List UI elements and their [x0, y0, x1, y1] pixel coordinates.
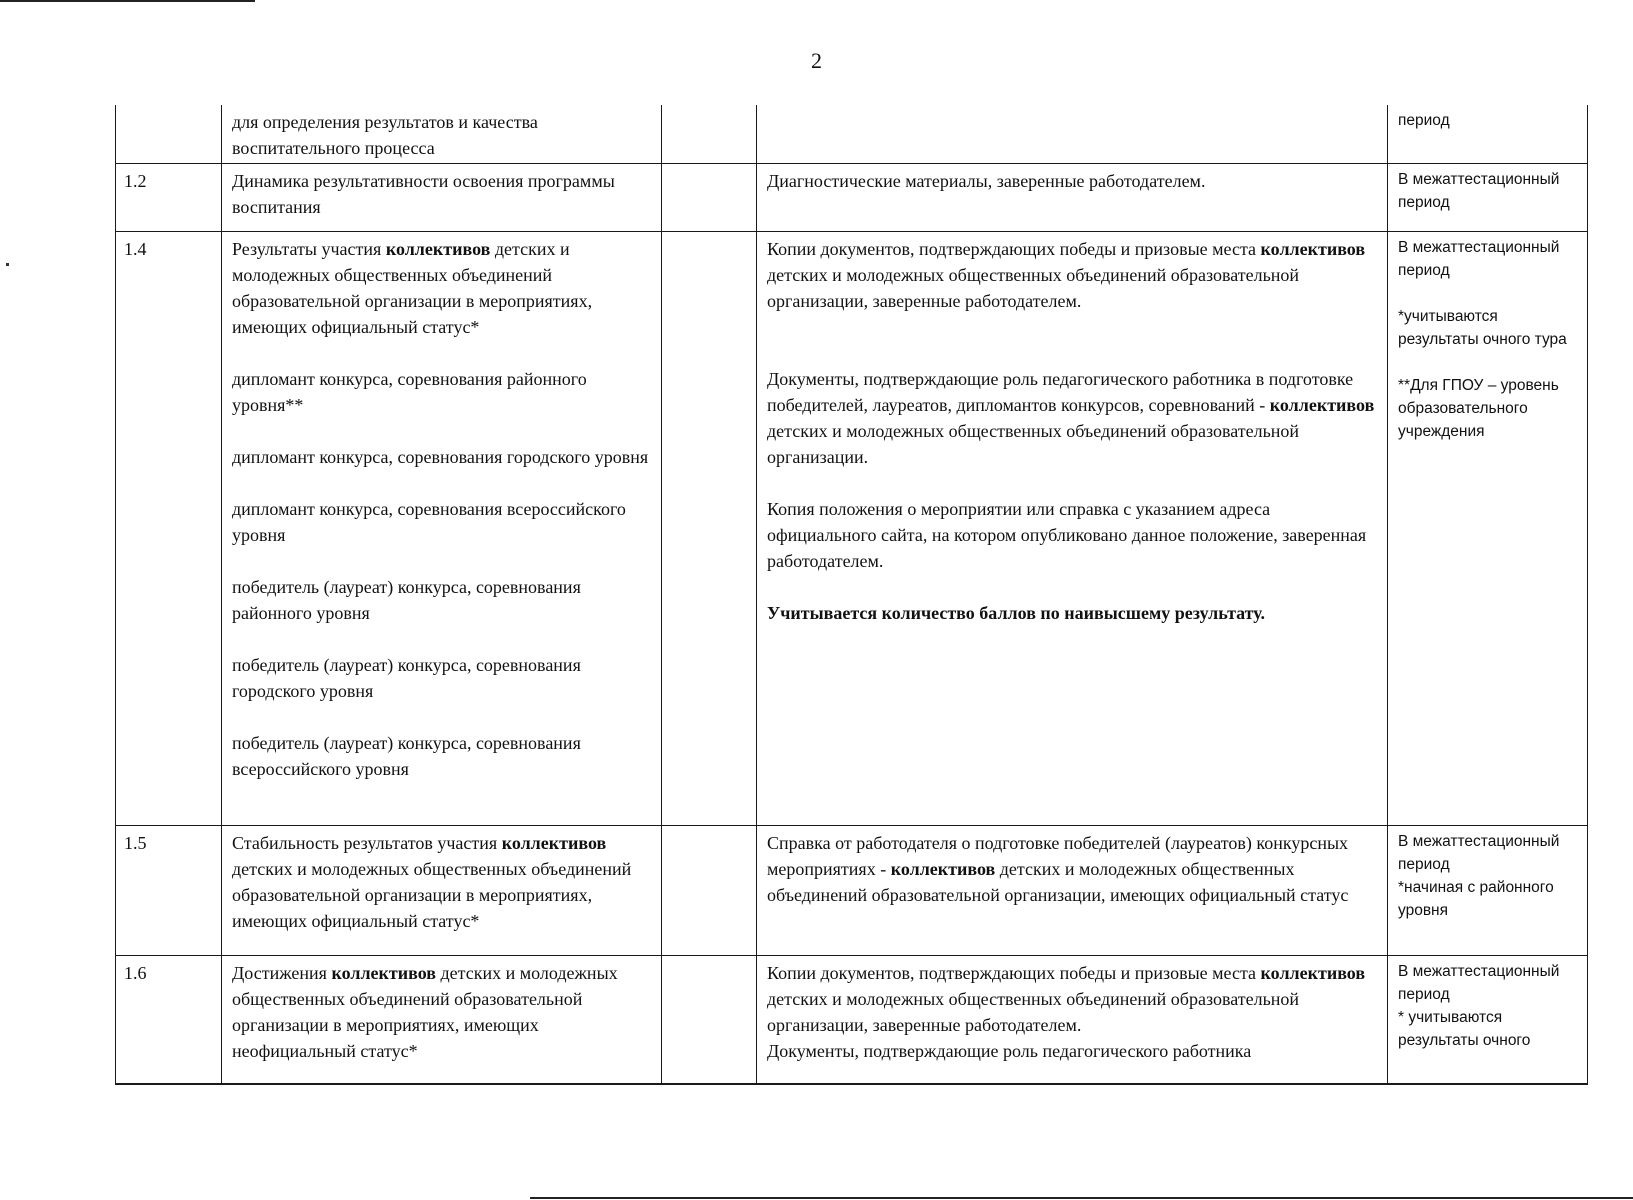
scan-edge-mark: [0, 0, 255, 2]
criterion-paragraph: [232, 168, 651, 220]
text-run: Справка от работодателя о подготовке победителей (лауреатов) конкурсных мероприятиях -: [767, 833, 1349, 879]
criterion-level-item: [232, 444, 651, 470]
text-run: детских и молодежных общественных объединений образовательной организации, заверенные работодателем.: [767, 265, 1300, 311]
table-row: [116, 826, 1588, 956]
text-run: дипломант конкурса, соревнования районного уровня**: [232, 369, 587, 415]
text-run: победитель (лауреат) конкурса, соревнования всероссийского уровня: [232, 733, 581, 779]
period-cell: [1388, 956, 1588, 1084]
table-row: [116, 232, 1588, 826]
text-run: В межаттестационный период: [1398, 963, 1560, 1003]
criterion-level-item: [232, 366, 651, 418]
text-run: В межаттестационный период: [1398, 833, 1560, 873]
text-run: *учитываются результаты очного тура: [1398, 308, 1567, 348]
row-number: 1.2: [116, 164, 222, 232]
documents-cell: [757, 826, 1388, 956]
criterion-name: [222, 164, 662, 232]
table-row: [116, 956, 1588, 1084]
period-cell: [1388, 105, 1588, 164]
row-number: 1.4: [116, 232, 222, 826]
scan-speck: [6, 263, 9, 266]
text-run: Динамика результативности освоения программы воспитания: [232, 171, 615, 217]
text-run: дипломант конкурса, соревнования всероссийского уровня: [232, 499, 626, 545]
criterion-name: [222, 105, 662, 164]
criterion-paragraph: [232, 236, 651, 340]
text-run: для определения результатов и качества воспитательного процесса: [232, 112, 538, 158]
text-run: Результаты участия: [232, 239, 386, 259]
documents-paragraph: [767, 236, 1377, 314]
text-run: Копии документов, подтверждающих победы и призовые места: [767, 239, 1261, 259]
documents-paragraph: [767, 1038, 1377, 1064]
criterion-paragraph: [232, 109, 651, 161]
documents-cell: [757, 232, 1388, 826]
text-run: Документы, подтверждающие роль педагогического работника в подготовке победителей, лауреатов, дипломантов конкурсов, соревнований -: [767, 369, 1354, 415]
criteria-table: [115, 105, 1588, 1085]
text-run: **Для ГПОУ – уровень образовательного учреждения: [1398, 377, 1559, 440]
documents-paragraph: [767, 830, 1377, 908]
text-run: детских и молодежных общественных объединений образовательной организации в мероприятиях, имеющих неофициальный статус*: [232, 963, 618, 1061]
criterion-level-item: [232, 730, 651, 782]
criterion-paragraph: [232, 830, 651, 934]
text-run: победитель (лауреат) конкурса, соревнования городского уровня: [232, 655, 581, 701]
documents-note: [767, 600, 1377, 626]
period-cell: [1388, 232, 1588, 826]
documents-cell: [757, 105, 1388, 164]
period-paragraph: [1398, 168, 1577, 214]
period-note: [1398, 374, 1577, 443]
table-row: [116, 164, 1588, 232]
page-number: 2: [811, 48, 822, 73]
blank-cell: [662, 164, 757, 232]
row-number: [116, 105, 222, 164]
text-run: победитель (лауреат) конкурса, соревнования районного уровня: [232, 577, 581, 623]
blank-cell: [662, 956, 757, 1084]
text-run: детских и молодежных общественных объединений образовательной организации, имеющих официальный статус: [767, 859, 1349, 905]
bold-text: коллективов: [1260, 963, 1366, 983]
text-run: В межаттестационный период: [1398, 171, 1560, 211]
bold-text: коллективов: [331, 963, 436, 983]
criterion-name: [222, 956, 662, 1084]
criterion-level-item: [232, 574, 651, 626]
table-row: [116, 105, 1588, 164]
period-paragraph: [1398, 236, 1577, 282]
criterion-name: [222, 232, 662, 826]
text-run: Диагностические материалы, заверенные работодателем.: [767, 171, 1206, 191]
period-cell: [1388, 826, 1588, 956]
text-run: детских и молодежных общественных объединений образовательной организации в мероприятиях, имеющих официальный статус*: [232, 859, 632, 931]
text-run: детских и молодежных общественных объединений образовательной организации в мероприятиях, имеющих официальный статус*: [232, 239, 593, 337]
blank-cell: [662, 232, 757, 826]
period-note: [1398, 876, 1577, 922]
period-note: [1398, 305, 1577, 351]
period-paragraph: [1398, 830, 1577, 876]
blank-cell: [662, 105, 757, 164]
text-run: период: [1398, 112, 1450, 129]
bold-text: коллективов: [501, 833, 607, 853]
text-run: Копии документов, подтверждающих победы и призовые места: [767, 963, 1261, 983]
documents-paragraph: [767, 168, 1377, 194]
text-run: В межаттестационный период: [1398, 239, 1560, 279]
text-run: Копия положения о мероприятии или справка с указанием адреса официального сайта, на котором опубликовано данное положение, заверенная работодателем.: [767, 499, 1367, 571]
text-run: Стабильность результатов участия: [232, 833, 502, 853]
criterion-paragraph: [232, 960, 651, 1064]
criterion-name: [222, 826, 662, 956]
text-run: детских и молодежных общественных объединений образовательной организации, заверенные работодателем.: [767, 989, 1300, 1035]
bold-text: коллективов: [1269, 395, 1375, 415]
period-paragraph: [1398, 109, 1577, 132]
row-number: 1.5: [116, 826, 222, 956]
criterion-level-item: [232, 496, 651, 548]
documents-cell: [757, 956, 1388, 1084]
criterion-level-item: [232, 652, 651, 704]
documents-paragraph: [767, 496, 1377, 574]
period-paragraph: [1398, 960, 1577, 1006]
bold-text: коллективов: [890, 859, 996, 879]
text-run: детских и молодежных общественных объединений образовательной организации.: [767, 421, 1300, 467]
bold-text: Учитывается количество баллов по наивысшему результату.: [767, 603, 1265, 623]
text-run: Достижения: [232, 963, 332, 983]
period-cell: [1388, 164, 1588, 232]
blank-cell: [662, 826, 757, 956]
bold-text: коллективов: [385, 239, 491, 259]
bold-text: коллективов: [1260, 239, 1366, 259]
row-number: 1.6: [116, 956, 222, 1084]
documents-cell: [757, 164, 1388, 232]
text-run: Документы, подтверждающие роль педагогического работника: [767, 1041, 1252, 1061]
text-run: *начиная с районного уровня: [1398, 879, 1554, 919]
text-run: * учитываются результаты очного: [1398, 1009, 1531, 1049]
period-note: [1398, 1006, 1577, 1052]
documents-paragraph: [767, 960, 1377, 1038]
text-run: дипломант конкурса, соревнования городского уровня: [232, 447, 649, 467]
scan-edge-mark: [530, 1197, 1633, 1199]
documents-paragraph: [767, 366, 1377, 470]
